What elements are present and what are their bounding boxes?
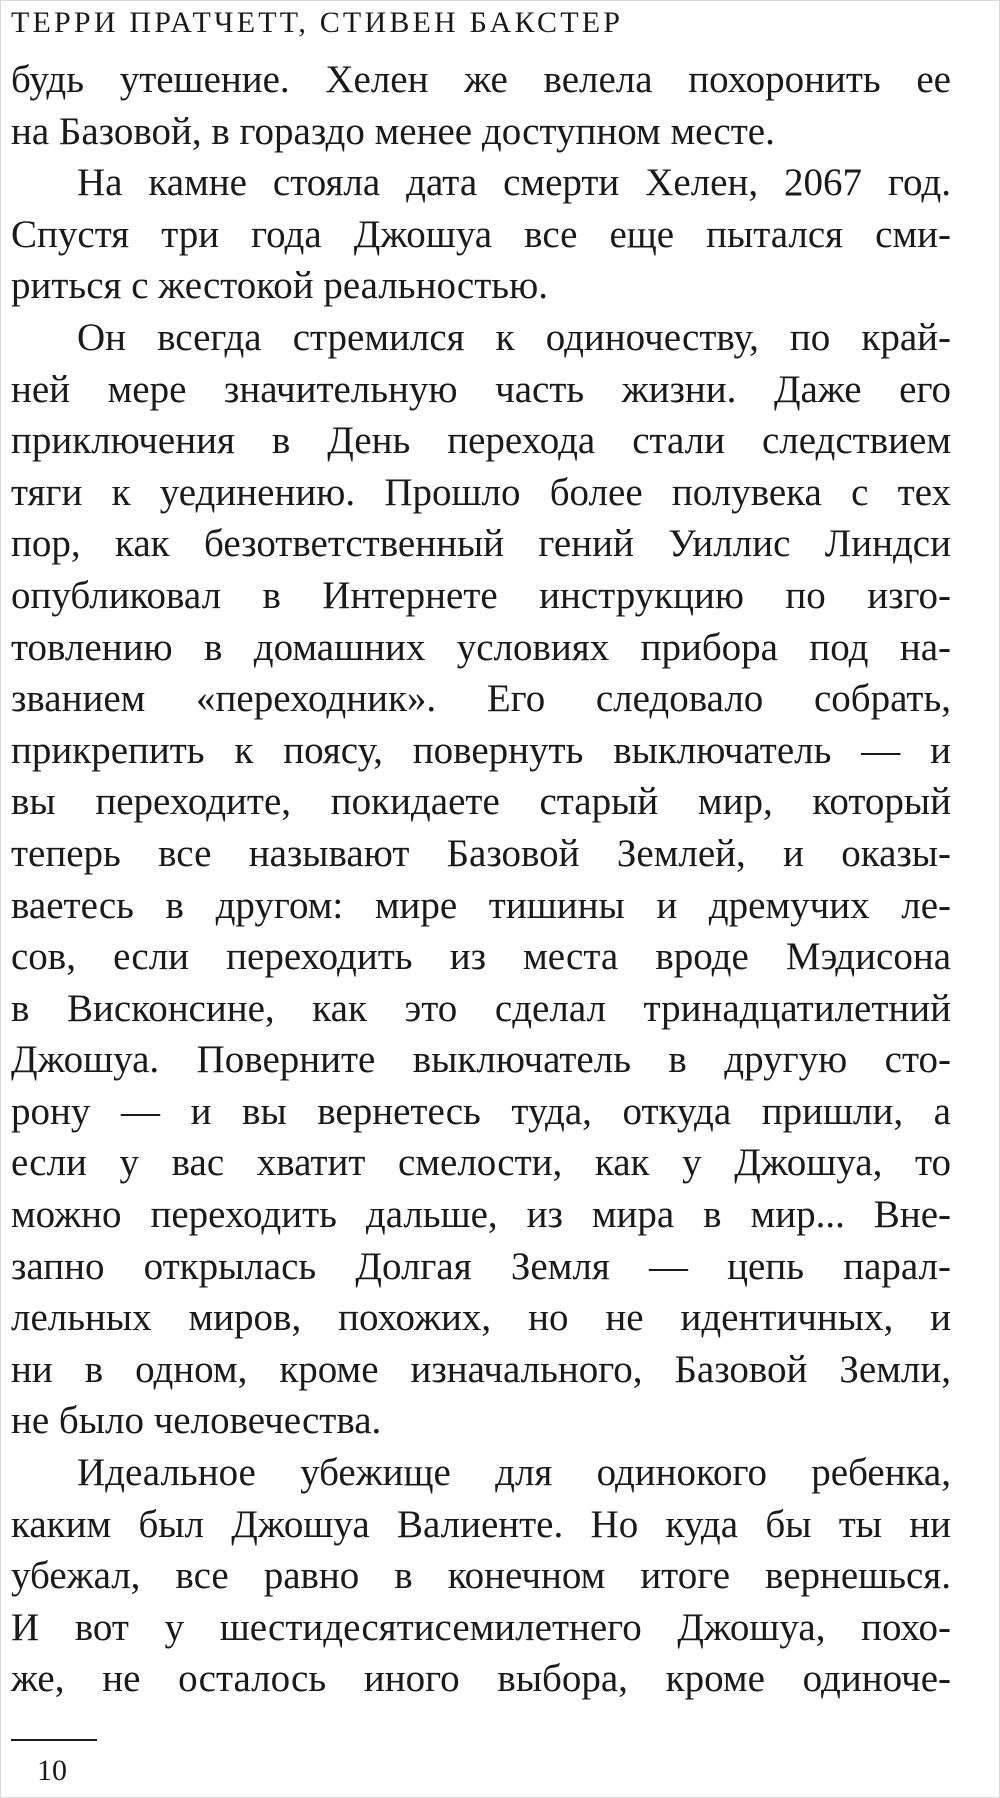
text-line: убежал, все равно в конечном итоге вернешься. <box>11 1554 951 1598</box>
text-line: ни в одном, кроме изначального, Базовой Земли, <box>11 1347 951 1391</box>
text-line: вы переходите, покидаете старый мир, который <box>11 780 951 824</box>
text-line: можно переходить дальше, из мира в мир... Вне- <box>11 1193 951 1237</box>
text-line: же, не осталось иного выбора, кроме одиноче- <box>11 1657 951 1701</box>
text-line: Он всегда стремился к одиночеству, по край- <box>77 315 951 359</box>
page-number: 10 <box>37 1754 67 1787</box>
text-line: в Висконсине, как это сделал тринадцатилетний <box>11 986 951 1030</box>
text-line: И вот у шестидесятисемилетнего Джошуа, похо- <box>11 1605 951 1649</box>
text-line: на Базовой, в гораздо менее доступном месте. <box>11 109 775 153</box>
text-line: каким был Джошуа Валиенте. Но куда бы ты ни <box>11 1502 951 1546</box>
text-line: ваетесь в другом: мире тишины и дремучих ле- <box>11 883 951 927</box>
text-line: риться с жестокой реальностью. <box>11 264 548 308</box>
text-line: теперь все называют Базовой Землей, и оказы- <box>11 831 951 875</box>
text-line: будь утешение. Хелен же велела похоронить ее <box>11 58 951 101</box>
text-line: званием «переходник». Его следовало собрать, <box>11 677 951 721</box>
text-line: товлению в домашних условиях прибора под на- <box>11 625 951 669</box>
text-line: не было человечества. <box>11 1399 382 1443</box>
text-line: запно открылась Долгая Земля — цепь парал- <box>11 1244 951 1288</box>
text-line: лельных миров, похожих, но не идентичных, и <box>11 1296 951 1340</box>
text-line: ней мере значительную часть жизни. Даже его <box>11 367 951 411</box>
text-line: прикрепить к поясу, повернуть выключатель — и <box>11 728 951 772</box>
text-line: Джошуа. Поверните выключатель в другую сто- <box>11 1038 951 1082</box>
text-line: приключения в День перехода стали следствием <box>11 419 951 463</box>
text-line: пор, как безответственный гений Уиллис Линдси <box>11 522 951 566</box>
text-line: На камне стояла дата смерти Хелен, 2067 год. <box>77 161 951 205</box>
footnote-rule <box>11 1739 97 1741</box>
text-line: сов, если переходить из места вроде Мэдисона <box>11 935 951 979</box>
body-text <box>11 54 951 1705</box>
text-line: опубликовал в Интернете инструкцию по изго- <box>11 573 951 617</box>
text-line: тяги к уединению. Прошло более полувека с тех <box>11 470 951 514</box>
text-line: Спустя три года Джошуа все еще пытался сми- <box>11 212 951 256</box>
text-line: рону — и вы вернетесь туда, откуда пришли, а <box>11 1089 951 1133</box>
running-header: ТЕРРИ ПРАТЧЕТТ, СТИВЕН БАКСТЕР <box>11 6 624 39</box>
text-line: если у вас хватит смелости, как у Джошуа, то <box>11 1141 951 1185</box>
text-line: Идеальное убежище для одинокого ребенка, <box>77 1451 951 1495</box>
